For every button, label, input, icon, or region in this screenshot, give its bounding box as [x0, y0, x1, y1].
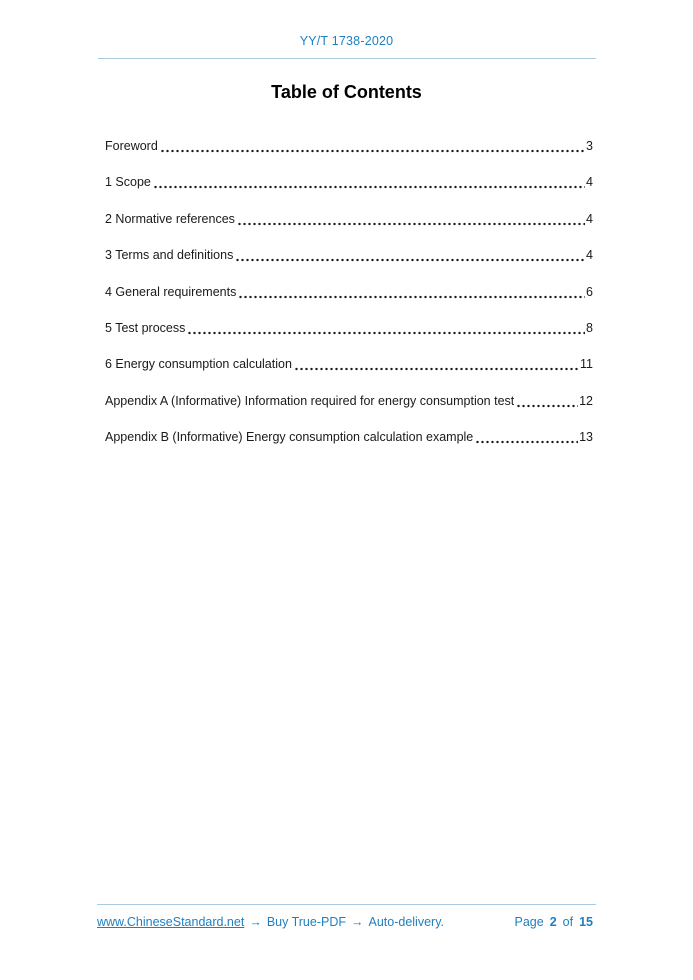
footer: [97, 915, 593, 929]
toc-entry-page: 6: [586, 284, 593, 299]
toc-entry-label: 6 Energy consumption calculation: [105, 357, 292, 372]
toc-entry-page: 8: [586, 320, 593, 335]
table-of-contents: [105, 139, 593, 467]
dot-leader: [187, 323, 585, 335]
dot-leader: [238, 287, 585, 299]
page-indicator-label: Page: [514, 915, 544, 929]
arrow-right-icon: →: [351, 915, 364, 929]
toc-entry-label: 4 General requirements: [105, 284, 237, 299]
toc-entry-label: 1 Scope: [105, 175, 151, 190]
header-standard-code: YY/T 1738-2020: [299, 34, 394, 48]
dot-leader: [235, 250, 585, 262]
dot-leader: [153, 177, 585, 189]
arrow-right-icon: →: [249, 915, 262, 929]
toc-entry-scope[interactable]: [105, 175, 593, 189]
toc-entry-energy-consumption-calculation[interactable]: [105, 357, 593, 371]
toc-entry-foreword[interactable]: [105, 139, 593, 153]
page-total: 15: [579, 915, 593, 929]
toc-entry-label: 5 Test process: [105, 320, 186, 335]
dot-leader: [475, 432, 578, 444]
toc-entry-appendix-a[interactable]: [105, 394, 593, 408]
header-rule: [98, 58, 596, 59]
toc-entry-page: 11: [580, 357, 593, 372]
toc-entry-page: 4: [586, 175, 593, 190]
toc-entry-label: Foreword: [105, 139, 158, 153]
page-indicator-of: of: [562, 915, 574, 929]
footer-promo: [97, 915, 444, 929]
toc-entry-page: 4: [586, 211, 593, 226]
footer-rule: [97, 904, 596, 905]
toc-entry-terms-definitions[interactable]: [105, 248, 593, 262]
dot-leader: [160, 141, 585, 153]
dot-leader: [294, 359, 579, 371]
dot-leader: [237, 214, 585, 226]
toc-entry-page: 3: [586, 139, 593, 153]
toc-entry-page: 12: [579, 393, 593, 408]
toc-entry-page: 13: [579, 430, 593, 445]
toc-entry-general-requirements[interactable]: [105, 285, 593, 299]
toc-entry-label: 2 Normative references: [105, 211, 235, 226]
page-title: Table of Contents: [271, 82, 422, 102]
toc-entry-appendix-b[interactable]: [105, 430, 593, 444]
toc-entry-test-process[interactable]: [105, 321, 593, 335]
page-current: 2: [549, 915, 557, 929]
toc-entry-normative-references[interactable]: [105, 212, 593, 226]
footer-buy-text: Buy True-PDF: [266, 915, 346, 929]
footer-delivery-text: Auto-delivery.: [368, 915, 444, 929]
toc-entry-label: Appendix A (Informative) Information required for energy consumption test: [105, 393, 515, 408]
toc-entry-label: 3 Terms and definitions: [105, 248, 234, 263]
toc-entry-page: 4: [586, 248, 593, 263]
toc-entry-label: Appendix B (Informative) Energy consumption calculation example: [105, 430, 474, 445]
dot-leader: [516, 396, 578, 408]
page-indicator: [515, 915, 594, 929]
website-link[interactable]: www.ChineseStandard.net: [97, 915, 245, 929]
